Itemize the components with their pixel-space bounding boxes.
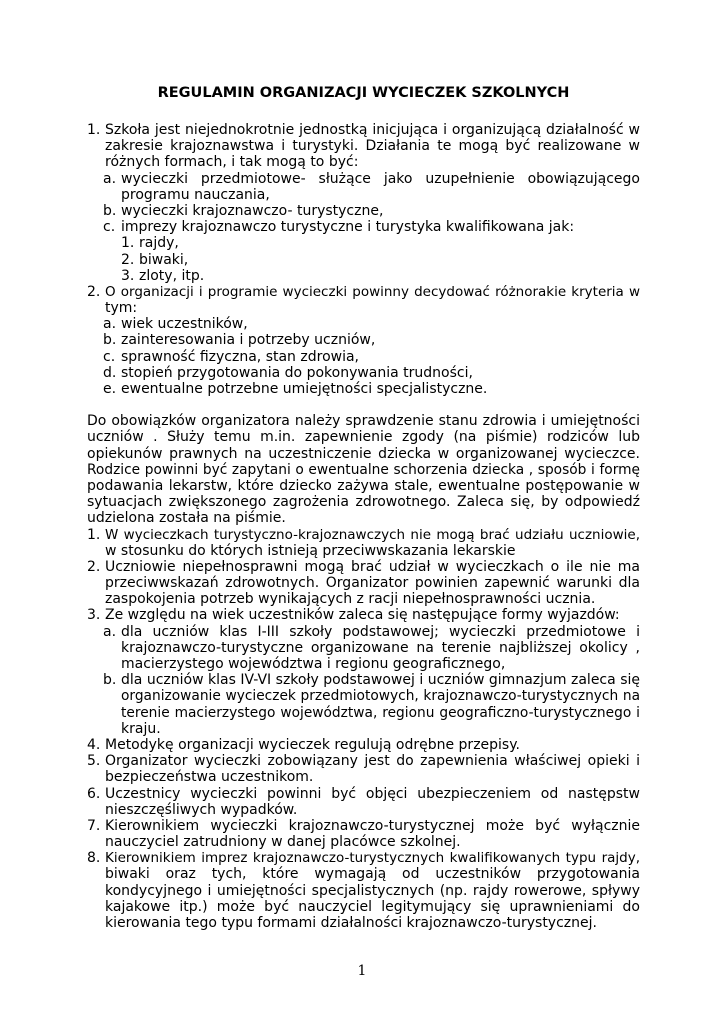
text-line: [87, 154, 640, 170]
line-text: wycieczki przedmiotowe- służące jako uzupełnienie obowiązującego: [121, 170, 640, 187]
text-line: [87, 559, 640, 575]
line-text: organizowanie wycieczek przedmiotowych, krajoznawczo-turystycznych na: [121, 688, 640, 705]
line-text: dla uczniów klas IV-VI szkoły podstawowej i uczniów gimnazjum zaleca się: [121, 672, 640, 689]
text-line: [87, 219, 640, 235]
list-number: c.: [103, 348, 116, 365]
line-text: sytuacjach zwiększonego zagrożenia zdrowotnego. Zaleca się, by odpowiedź: [87, 494, 640, 511]
line-text: zainteresowania i potrzeby uczniów,: [121, 332, 376, 349]
line-text: nauczyciel zatrudniony w danej placówce szkolnej.: [105, 834, 461, 851]
line-text: programu nauczania,: [121, 186, 270, 203]
text-line: [87, 591, 640, 607]
list-number: a.: [103, 170, 117, 187]
text-line: [87, 316, 640, 332]
text-line: [87, 656, 640, 672]
text-line: [87, 446, 640, 462]
page-number: 1: [357, 963, 367, 979]
line-text: kierowania tego typu formami działalności krajoznawczo-turystycznej.: [105, 915, 597, 931]
text-line: [87, 850, 640, 866]
text-line: [87, 834, 640, 850]
line-text: Uczestnicy wycieczki powinni być objęci ubezpieczeniem od następstw: [105, 785, 640, 802]
list-number: 1.: [121, 235, 135, 252]
line-text: W wycieczkach turystyczno-krajoznawczych nie mogą brać udziału uczniowie,: [105, 526, 640, 543]
text-line: [87, 672, 640, 688]
text-line: [87, 527, 640, 543]
text-line: [87, 624, 640, 640]
list-number: 3.: [87, 607, 101, 624]
text-line: [87, 413, 640, 429]
list-number: a.: [103, 316, 117, 333]
text-line: [87, 543, 640, 559]
line-text: zakresie krajoznawstwa i turystyki. Działania te mogą być realizowane w: [105, 138, 640, 155]
text-line: [87, 607, 640, 623]
text-line: [87, 171, 640, 187]
list-number: d.: [103, 364, 117, 381]
line-text: przeciwwskazań zdrowotnych. Organizator powinien zapewnić warunki dla: [105, 575, 640, 592]
line-text: Szkoła jest niejednokrotnie jednostką inicjująca i organizującą działalność w: [105, 122, 640, 138]
list-number: b.: [103, 332, 117, 349]
text-line: [87, 721, 640, 737]
text-line: [87, 769, 640, 785]
line-text: w stosunku do których istnieją przeciwwskazania lekarskie: [105, 542, 516, 559]
line-text: Do obowiązków organizatora należy sprawdzenie stanu zdrowia i umiejętności: [87, 413, 640, 430]
line-text: krajoznawczo-turystyczne organizowane na terenie najbliższej okolicy ,: [121, 639, 640, 656]
text-line: [87, 235, 640, 251]
text-line: [87, 203, 640, 219]
text-line: [87, 300, 640, 316]
line-text: Kierownikiem wycieczki krajoznawczo-turystycznej może być wyłącznie: [105, 817, 640, 834]
list-number: 8.: [87, 850, 101, 867]
list-number: 4.: [87, 736, 101, 753]
text-line: [87, 138, 640, 154]
list-number: e.: [103, 381, 117, 397]
text-line: [87, 462, 640, 478]
line-text: Kierownikiem imprez krajoznawczo-turystycznych kwalifikowanych typu rajdy,: [105, 850, 640, 867]
line-text: ewentualne potrzebne umiejętności specjalistyczne.: [121, 381, 488, 397]
line-text: stopień przygotowania do pokonywania trudności,: [121, 364, 473, 381]
line-text: biwaki,: [139, 251, 189, 268]
text-line: [87, 705, 640, 721]
text-line: [87, 284, 640, 300]
line-text: Ze względu na wiek uczestników zaleca się następujące formy wyjazdów:: [105, 607, 620, 624]
line-text: O organizacji i programie wycieczki powinny decydować różnorakie kryteria w: [105, 283, 640, 300]
line-text: Organizator wycieczki zobowiązany jest do zapewnienia właściwej opieki i: [105, 753, 640, 770]
text-line: [87, 365, 640, 381]
text-line: [87, 252, 640, 268]
line-text: kraju.: [121, 720, 161, 737]
line-text: dla uczniów klas I-III szkoły podstawowej; wycieczki przedmiotowe i: [121, 623, 640, 640]
line-text: biwaki oraz tych, które wymagają od uczestników przygotowania: [105, 866, 640, 883]
text-line: [87, 737, 640, 753]
text-line: [87, 268, 640, 284]
text-line: [87, 883, 640, 899]
list-number: 6.: [87, 785, 101, 802]
line-text: różnych formach, i tak mogą to być:: [105, 154, 359, 171]
text-line: [87, 915, 640, 931]
line-text: bezpieczeństwa uczestnikom.: [105, 769, 314, 786]
list-number: c.: [103, 219, 116, 236]
document-title: REGULAMIN ORGANIZACJI WYCIECZEK SZKOLNYCH: [157, 85, 570, 101]
text-line: [87, 494, 640, 510]
list-number: 1.: [87, 122, 101, 138]
text-line: [87, 818, 640, 834]
text-line: [87, 429, 640, 445]
line-text: sprawność fizyczna, stan zdrowia,: [121, 348, 359, 365]
text-line: [87, 786, 640, 802]
text-line: [87, 802, 640, 818]
line-text: terenie macierzystego województwa, regionu geograficzno-turystycznego i: [121, 704, 640, 721]
line-text: imprezy krajoznawczo turystyczne i turystyka kwalifikowana jak:: [121, 219, 575, 236]
list-number: 5.: [87, 753, 101, 770]
list-number: b.: [103, 202, 117, 219]
list-number: 1.: [87, 526, 101, 543]
text-line: [87, 349, 640, 365]
text-line: [87, 866, 640, 882]
line-text: nieszczęśliwych wypadków.: [105, 801, 298, 818]
text-line: [87, 187, 640, 203]
text-line: [87, 575, 640, 591]
text-line: [87, 510, 640, 526]
line-text: podawania lekarstw, które dziecko zażywa stale, ewentualne postępowanie w: [87, 477, 640, 494]
line-text: rajdy,: [139, 235, 179, 252]
list-number: 7.: [87, 817, 101, 834]
document-body: [87, 122, 640, 931]
line-text: udzielona została na piśmie.: [87, 510, 286, 527]
list-number: 2.: [121, 251, 135, 268]
text-line: [87, 688, 640, 704]
list-number: 2.: [87, 558, 101, 575]
paragraph-gap: [87, 397, 640, 413]
line-text: kondycyjnego i umiejętności specjalistycznych (np. rajdy rowerowe, spływy: [105, 882, 640, 899]
text-line: [87, 899, 640, 915]
line-text: zaspokojenia potrzeb wynikających z racji niepełnosprawności ucznia.: [105, 591, 596, 608]
line-text: kajakowe itp.) może być nauczyciel legitymujący się uprawnieniami do: [105, 898, 640, 915]
list-number: b.: [103, 672, 117, 689]
text-line: [87, 332, 640, 348]
line-text: opiekunów prawnych na uczestniczenie dziecka w organizowanej wycieczce.: [87, 445, 640, 462]
line-text: Rodzice powinni być zapytani o ewentualne schorzenia dziecka , sposób i formę: [87, 461, 640, 478]
list-number: a.: [103, 623, 117, 640]
line-text: tym:: [105, 300, 138, 317]
text-line: [87, 381, 640, 397]
line-text: uczniów . Służy temu m.in. zapewnienie zgody (na piśmie) rodziców lub: [87, 429, 640, 446]
list-number: 2.: [87, 283, 101, 300]
line-text: macierzystego województwa i regionu geograficznego,: [121, 656, 506, 672]
text-line: [87, 640, 640, 656]
line-text: Metodykę organizacji wycieczek regulują odrębne przepisy.: [105, 736, 520, 753]
line-text: Uczniowie niepełnosprawni mogą brać udział w wycieczkach o ile nie ma: [105, 558, 640, 575]
list-number: 3.: [121, 267, 135, 284]
text-line: [87, 753, 640, 769]
line-text: zloty, itp.: [139, 267, 205, 284]
line-text: wiek uczestników,: [121, 316, 248, 333]
text-line: [87, 478, 640, 494]
text-line: [87, 122, 640, 138]
line-text: wycieczki krajoznawczo- turystyczne,: [121, 202, 384, 219]
